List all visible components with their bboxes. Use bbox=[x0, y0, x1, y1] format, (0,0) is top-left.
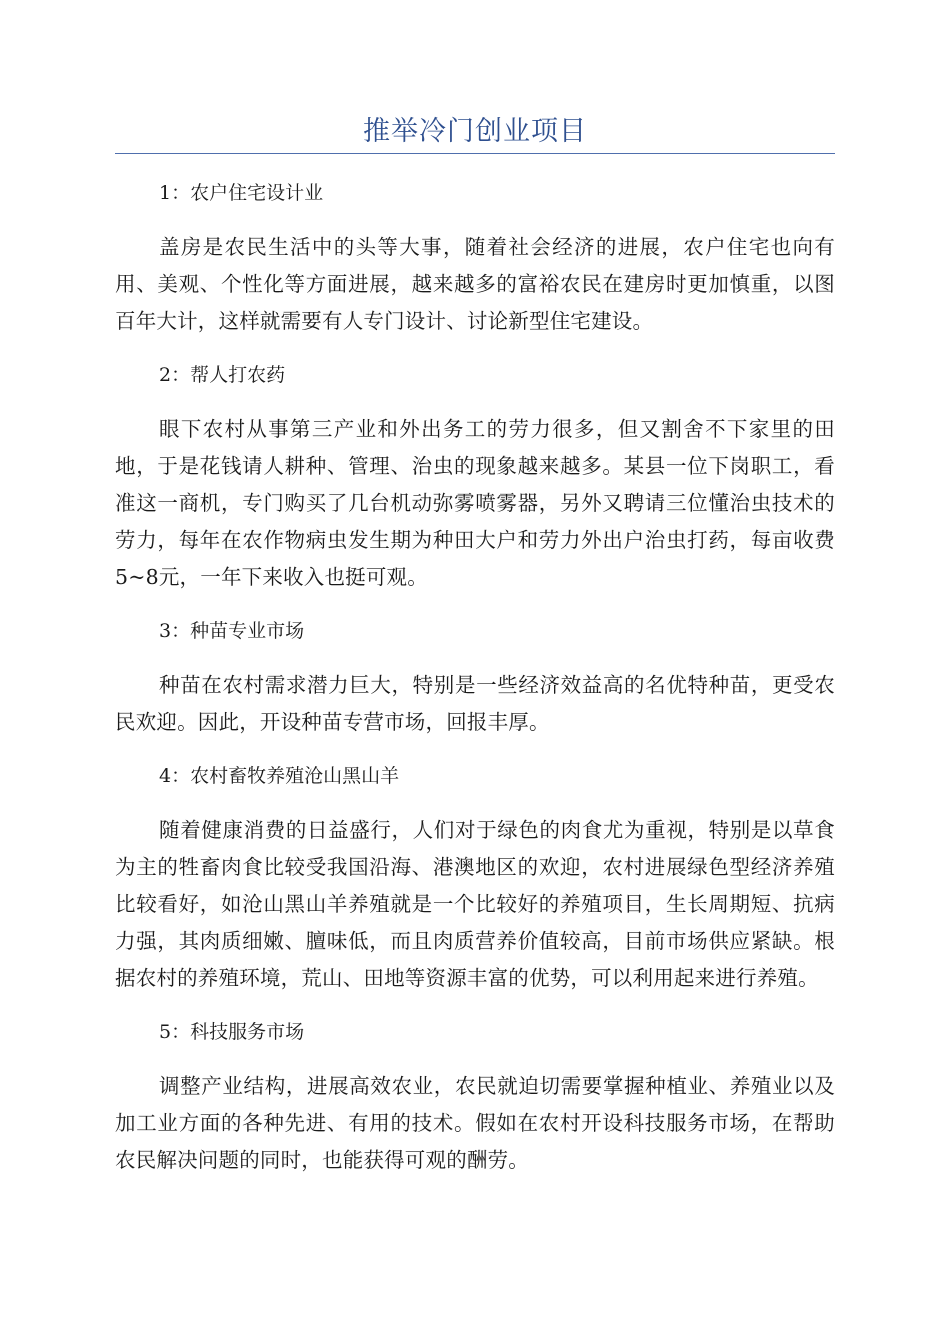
item-heading: 4：农村畜牧养殖沧山黑山羊 bbox=[159, 765, 400, 787]
item-section bbox=[115, 613, 835, 741]
document-content bbox=[115, 175, 835, 1196]
item-section bbox=[115, 758, 835, 997]
item-heading: 2：帮人打农药 bbox=[159, 364, 286, 386]
item-paragraph: 随着健康消费的日益盛行，人们对于绿色的肉食尤为重视，特别是以草食为主的牲畜肉食比较受我国沿海、港澳地区的欢迎，农村进展绿色型经济养殖比较看好，如沧山黑山羊养殖就是一个比较好的养殖项目，生长周期短、抗病力强，其肉质细嫩、膻味低，而且肉质营养价值较高，目前市场供应紧缺。根据农村的养殖环境，荒山、田地等资源丰富的优势，可以利用起来进行养殖。 bbox=[115, 818, 835, 990]
item-paragraph: 调整产业结构，进展高效农业，农民就迫切需要掌握种植业、养殖业以及加工业方面的各种先进、有用的技术。假如在农村开设科技服务市场，在帮助农民解决问题的同时，也能获得可观的酬劳。 bbox=[115, 1074, 835, 1172]
item-section bbox=[115, 1014, 835, 1179]
item-paragraph: 盖房是农民生活中的头等大事，随着社会经济的进展，农户住宅也向有用、美观、个性化等方面进展，越来越多的富裕农民在建房时更加慎重，以图百年大计，这样就需要有人专门设计、讨论新型住宅建设。 bbox=[115, 235, 835, 333]
item-section bbox=[115, 357, 835, 596]
item-heading: 1：农户住宅设计业 bbox=[159, 182, 324, 204]
item-paragraph: 眼下农村从事第三产业和外出务工的劳力很多，但又割舍不下家里的田地，于是花钱请人耕种、管理、治虫的现象越来越多。某县一位下岗职工，看准这一商机，专门购买了几台机动弥雾喷雾器，另外又聘请三位懂治虫技术的劳力，每年在农作物病虫发生期为种田大户和劳力外出户治虫打药，每亩收费5~8元，一年下来收入也挺可观。 bbox=[115, 417, 835, 589]
item-paragraph: 种苗在农村需求潜力巨大，特别是一些经济效益高的名优特种苗，更受农民欢迎。因此，开设种苗专营市场，回报丰厚。 bbox=[115, 673, 835, 734]
document-title: 推举冷门创业项目 bbox=[363, 116, 587, 147]
item-heading: 3：种苗专业市场 bbox=[159, 620, 305, 642]
item-section bbox=[115, 175, 835, 340]
title-underline bbox=[115, 153, 835, 154]
item-heading: 5：科技服务市场 bbox=[159, 1021, 305, 1043]
